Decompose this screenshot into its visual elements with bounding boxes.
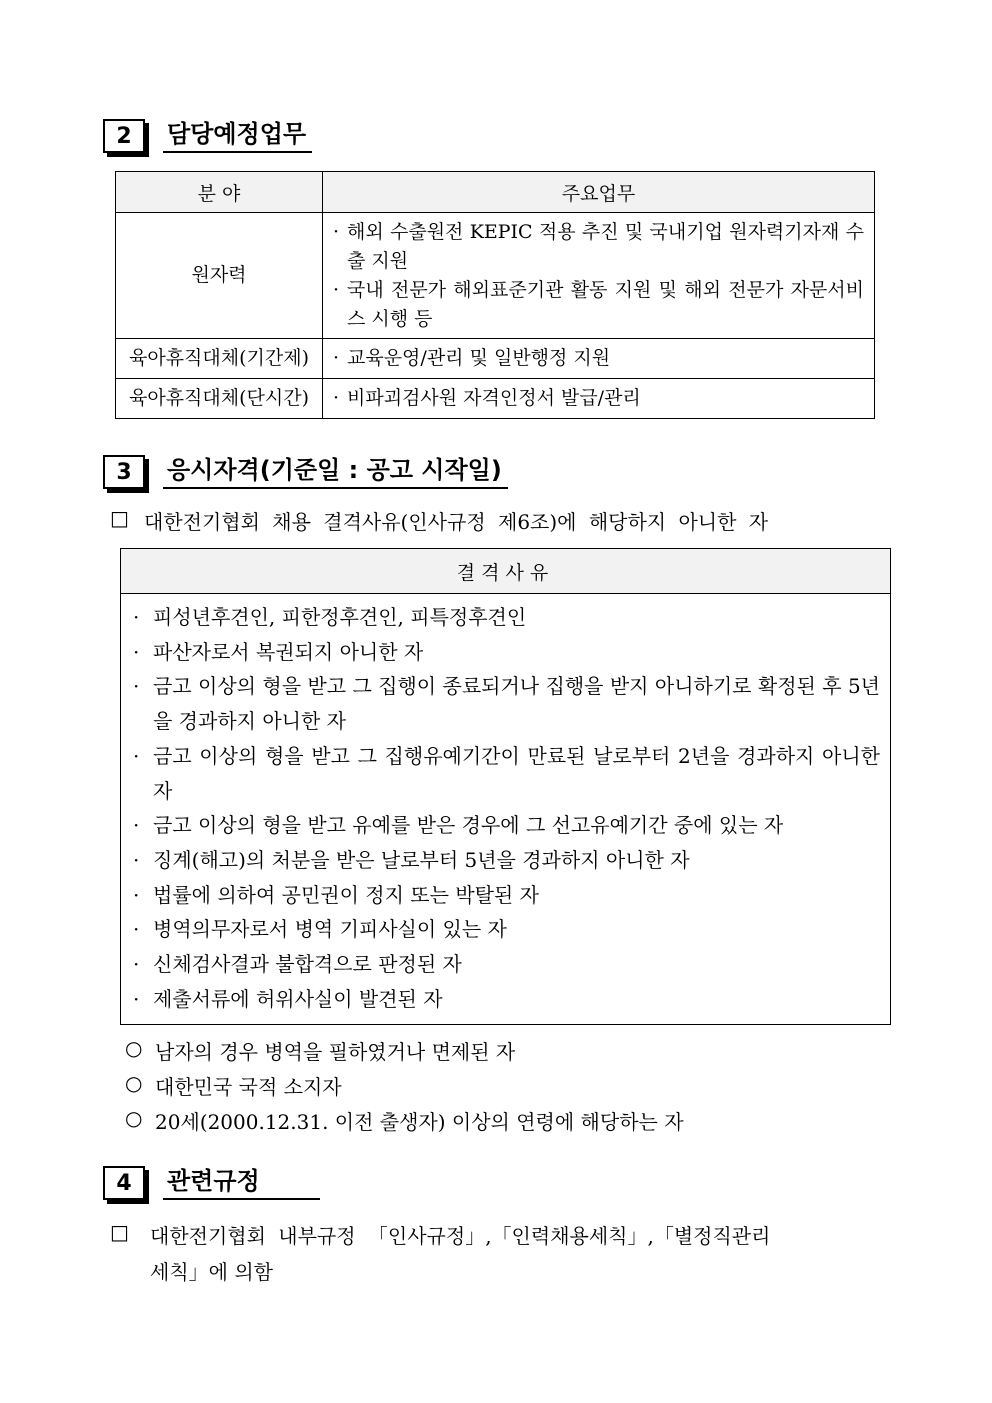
dot-mark: · [133, 639, 140, 664]
reason-text: 병역의무자로서 병역 기피사실이 있는 자 [153, 917, 507, 942]
square-mark: □ [110, 506, 129, 530]
circle-mark: ○ [125, 1106, 143, 1130]
list-item [133, 912, 880, 947]
table-row [116, 213, 875, 339]
reason-text: 피성년후견인, 피한정후견인, 피특정후견인 [153, 605, 527, 629]
requirement-text: 대한민국 국적 소지자 [155, 1075, 342, 1099]
row-field: 육아휴직대체(기간제) [116, 339, 323, 379]
reason-text: 신체검사결과 불합격으로 판정된 자 [153, 952, 462, 977]
reason-text: 법률에 의하여 공민권이 정지 또는 박탈된 자 [153, 882, 539, 907]
dot-mark: · [133, 986, 140, 1011]
dot-mark: · [133, 847, 140, 872]
list-item [133, 982, 880, 1017]
list-item [133, 843, 880, 878]
section-4-heading [103, 1166, 320, 1200]
section-3-heading [103, 455, 508, 489]
row-field: 육아휴직대체(단시간) [116, 379, 323, 419]
list-item [133, 878, 880, 913]
reason-text: 징계(해고)의 처분을 받은 날로부터 5년을 경과하지 아니한 자 [153, 847, 690, 872]
duty-item: 교육운영/관리 및 일반행정 지원 [347, 347, 611, 369]
duty-item: 해외 수출원전 KEPIC 적용 추진 및 국내기업 원자력기자재 수출 지원 [347, 220, 864, 272]
dot-mark: · [133, 952, 140, 977]
disqualification-header: 결격사유 [121, 549, 890, 594]
dot-mark: · [133, 605, 140, 629]
duty-table [115, 171, 875, 419]
row-field: 원자력 [116, 213, 323, 339]
reason-text: 금고 이상의 형을 받고 그 집행유예기간이 만료된 날로부터 2년을 경과하지 아니한 자 [153, 743, 880, 803]
list-item [133, 739, 880, 808]
header-field: 분 야 [116, 172, 323, 213]
list-item [125, 1036, 515, 1065]
circle-mark: ○ [125, 1036, 143, 1060]
eligibility-intro [110, 506, 768, 535]
reason-text: 금고 이상의 형을 받고 유예를 받은 경우에 그 선고유예기간 중에 있는 자 [153, 813, 784, 838]
list-item [133, 669, 880, 738]
list-item [133, 635, 880, 670]
disqualification-list [121, 594, 890, 1024]
list-item [133, 947, 880, 982]
section-4-number: 4 [103, 1166, 145, 1200]
list-item [125, 1071, 342, 1100]
regulation-line-2: 세칙」에 의함 [150, 1260, 273, 1284]
duty-item: 비파괴검사원 자격인정서 발급/관리 [347, 387, 641, 409]
regulation-line-1 [110, 1220, 770, 1249]
regulation-text: 대한전기협회 내부규정 「인사규정」,「인력채용세칙」,「별정직관리 [150, 1224, 771, 1248]
bullet-mark: · [333, 220, 340, 243]
dot-mark: · [133, 917, 140, 942]
square-mark: □ [110, 1220, 129, 1244]
section-2-number: 2 [103, 119, 145, 153]
row-duties [323, 213, 875, 339]
dot-mark: · [133, 743, 140, 768]
row-duties [323, 339, 875, 379]
list-item [133, 600, 880, 635]
section-4-title: 관련규정 [163, 1166, 320, 1200]
row-duties [323, 379, 875, 419]
reason-text: 파산자로서 복권되지 아니한 자 [153, 639, 424, 664]
dot-mark: · [133, 882, 140, 907]
list-item [125, 1106, 684, 1135]
section-3-title: 응시자격(기준일 : 공고 시작일) [163, 455, 508, 489]
reason-text: 금고 이상의 형을 받고 그 집행이 종료되거나 집행을 받지 아니하기로 확정된 후 5년을 경과하지 아니한 자 [153, 674, 880, 734]
duty-item: 국내 전문가 해외표준기관 활동 지원 및 해외 전문가 자문서비스 시행 등 [347, 278, 864, 330]
header-duties: 주요업무 [323, 172, 875, 213]
section-3-number: 3 [103, 455, 145, 489]
bullet-mark: · [333, 387, 340, 409]
requirement-text: 남자의 경우 병역을 필하였거나 면제된 자 [155, 1040, 516, 1064]
list-item [133, 808, 880, 843]
circle-mark: ○ [125, 1071, 143, 1095]
table-row [116, 339, 875, 379]
section-2-heading [103, 119, 312, 153]
duty-table-header [116, 172, 875, 213]
requirement-text: 20세(2000.12.31. 이전 출생자) 이상의 연령에 해당하는 자 [155, 1110, 684, 1134]
disqualification-box [120, 548, 891, 1025]
section-2-title: 담당예정업무 [163, 119, 312, 153]
dot-mark: · [133, 674, 140, 699]
bullet-mark: · [333, 278, 340, 301]
bullet-mark: · [333, 347, 340, 369]
reason-text: 제출서류에 허위사실이 발견된 자 [153, 986, 443, 1011]
eligibility-intro-text: 대한전기협회 채용 결격사유(인사규정 제6조)에 해당하지 아니한 자 [144, 510, 769, 534]
table-row [116, 379, 875, 419]
dot-mark: · [133, 813, 140, 838]
